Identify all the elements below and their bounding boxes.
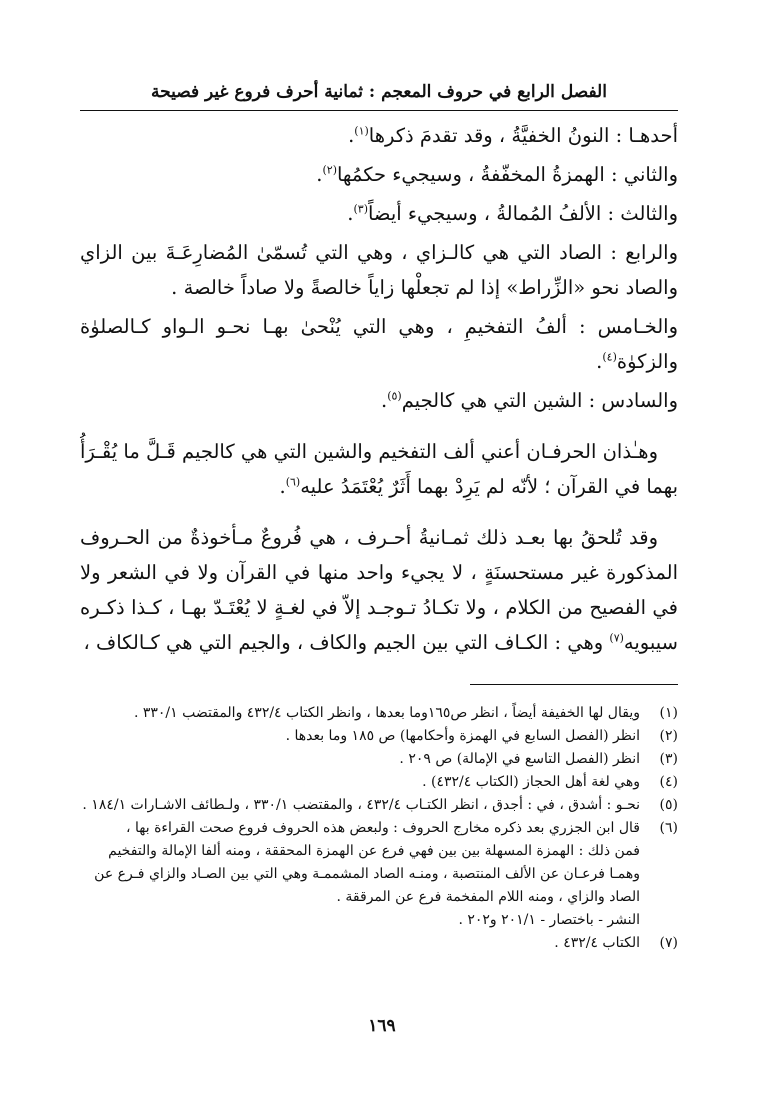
footnote-4	[80, 771, 678, 794]
footnote-text: نحـو : أشدق ، في : أجدق ، انظر الكتـاب ٤٣٢/٤ ، والمقتضب ٣٣٠/١ ، ولـطائف الاشـارات ١٨٤/١ .	[82, 797, 640, 813]
footnote-text: النشر - باختصار - ٢٠١/١ و٢٠٢ .	[458, 912, 640, 928]
footnote-7	[80, 932, 678, 955]
footnotes	[80, 702, 678, 955]
list-item-third: والثالث : الألفُ المُمالةُ ، وسيجيء أيضاً$^{(٣)}$.	[347, 202, 678, 225]
footnote-text: قال ابن الجزري بعد ذكره مخارج الحروف : ولبعض هذه الحروف فروع صحت القراءة بها ،	[126, 820, 640, 836]
footnote-number: (٧)	[659, 935, 678, 951]
footnote-number: (٢)	[659, 728, 678, 744]
footnote-text: وهي لغة أهل الحجاز (الكتاب ٤٣٢/٤) .	[422, 774, 640, 790]
footnote-2	[80, 725, 678, 748]
list-item-first: أحدهـا : النونُ الخفيَّةُ ، وقد تقدمَ ذكرها$^{(١)}$.	[348, 124, 678, 147]
footnote-ref: (٢)	[322, 163, 337, 177]
footnote-rule	[470, 684, 678, 685]
footnote-number: (١)	[659, 705, 678, 721]
paragraph-eight-letters: وقد تُلحقُ بها بعـد ذلك ثمـانيةُ أحـرف ، هي فُروعٌ مـأخوذةٌ من الحـروف المذكورة غير مستحسنَةٍ ، لا يجيء واحد منها في القرآن ولا في الشعر ولا في الفصيح من الكلام ، ولا تكـادُ تـوجـد إلاّ في لغـةٍ لا يُعْتَـدّ بهـا ، كـذا ذكـره سيبويه$^{(٧)}$ وهي : الكـاف التي بين الجيم والكاف ، والجيم التي هي كـالكاف ،	[80, 526, 678, 654]
footnote-ref: (٣)	[353, 202, 368, 216]
footnote-3	[80, 748, 678, 771]
footnote-ref: (٦)	[285, 475, 301, 489]
main-text	[80, 118, 678, 660]
footnote-text: الكتاب ٤٣٢/٤ .	[554, 935, 640, 951]
footnote-text: انظر (الفصل التاسع في الإمالة) ص ٢٠٩ .	[399, 751, 640, 767]
footnote-ref: (١)	[354, 124, 369, 138]
footnote-number: (٦)	[659, 820, 678, 836]
list-item-fourth: والرابع : الصاد التي هي كالـزاي ، وهي التي تُسمّىٰ المُضارِعَـةَ بين الزاي والصاد نحو «الزِّراط» إذا لم تجعلْها زاياً خالصةً ولا صاداً خالصة .	[80, 241, 678, 299]
running-header: الفصل الرابع في حروف المعجم : ثمانية أحرف فروع غير فصيحة	[151, 82, 607, 102]
footnote-5	[80, 794, 678, 817]
footnote-text: الصاد والزاي ، ومنه اللام المفخمة فرع عن المرققة .	[336, 889, 640, 905]
list-item-second: والثاني : الهمزةُ المخفّفةُ ، وسيجيء حكمُها$^{(٢)}$.	[316, 163, 678, 186]
footnote-number: (٣)	[659, 751, 678, 767]
footnote-ref: (٧)	[609, 631, 624, 645]
footnote-text: وهمـا فرعـان عن الألف المنتصبة ، ومنـه الصاد المشممـة وهي التي بين الصـاد والزاي فـرع عن	[94, 866, 640, 882]
footnote-number: (٤)	[659, 774, 678, 790]
footnote-text: انظر (الفصل السابع في الهمزة وأحكامها) ص ١٨٥ وما بعدها .	[285, 728, 640, 744]
header-rule	[80, 110, 678, 111]
footnote-text: ويقال لها الخفيفة أيضاً ، انظر ص١٦٥وما بعدها ، وانظر الكتاب ٤٣٢/٤ والمقتضب ٣٣٠/١ .	[133, 705, 640, 721]
footnote-text: فمن ذلك : الهمزة المسهلة بين بين فهي فرع عن الهمزة المحققة ، ومنه ألفا الإمالة والتفخيم	[108, 843, 640, 859]
footnote-ref: (٥)	[387, 389, 402, 403]
footnote-6	[80, 817, 678, 932]
footnote-number: (٥)	[659, 797, 678, 813]
list-item-sixth: والسادس : الشين التي هي كالجيم$^{(٥)}$.	[380, 389, 678, 412]
footnote-ref: (٤)	[602, 350, 617, 364]
footnote-1	[80, 702, 678, 725]
page-number: ١٦٩	[368, 1016, 396, 1036]
list-item-fifth: والخـامس : ألفُ التفخيمِ ، وهي التي يُنْحىٰ بهـا نحـو الـواو كـالصلوٰة والزكوٰة$^{(٤)}$.	[80, 315, 678, 373]
paragraph-tafkhim: وهـٰذان الحرفـان أعني ألف التفخيم والشين التي هي كالجيم قَـلَّ ما يُقْـرَأُ بهما في القرآن ؛ لأنّه لم يَرِدْ بهما أَثَرٌ يُعْتَمَدُ عليه$^{(٦)}$.	[80, 440, 678, 498]
